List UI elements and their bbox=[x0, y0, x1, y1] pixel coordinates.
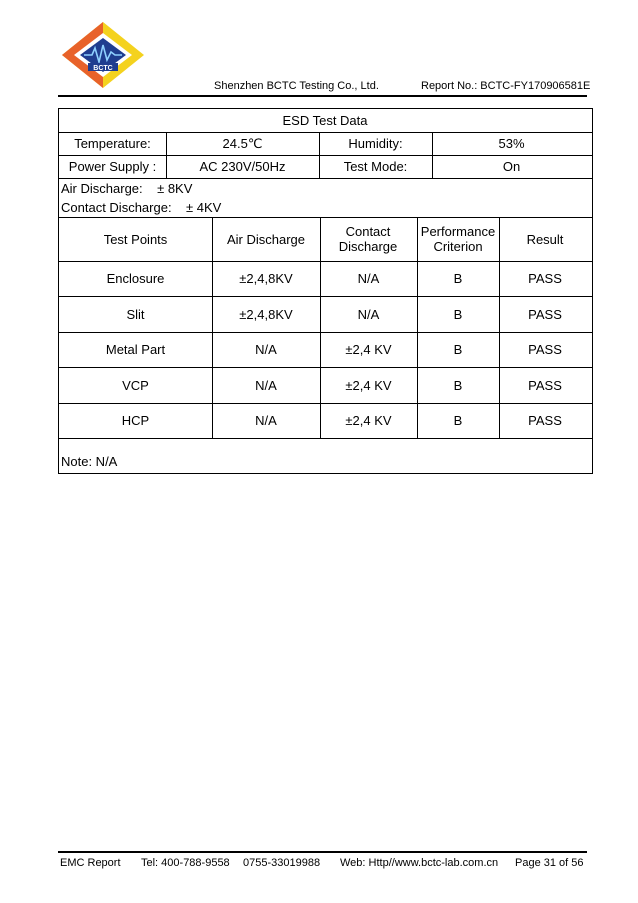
test-mode-value: On bbox=[502, 159, 521, 174]
column-header: Contact Discharge bbox=[338, 224, 398, 254]
power-supply-label: Power Supply : bbox=[68, 159, 157, 174]
footer-report-label: EMC Report bbox=[60, 857, 121, 869]
footer-tel-2: 0755-33019988 bbox=[243, 857, 321, 869]
air-discharge-level: Air Discharge: ± 8KV bbox=[61, 181, 193, 196]
temperature-value: 24.5℃ bbox=[222, 136, 263, 151]
report-number: Report No.: BCTC-FY170906581E bbox=[421, 80, 591, 92]
result-cell: PASS bbox=[528, 342, 562, 357]
contact-discharge-cell: ±2,4 KV bbox=[345, 377, 392, 393]
esd-test-table bbox=[58, 108, 593, 474]
contact-discharge-level: Contact Discharge: ± 4KV bbox=[61, 200, 222, 215]
criterion-cell: B bbox=[453, 413, 463, 428]
contact-discharge-cell: ±2,4 KV bbox=[345, 413, 392, 428]
power-supply-value: AC 230V/50Hz bbox=[199, 159, 286, 174]
bctc-logo bbox=[58, 20, 148, 90]
air-discharge-cell: ±2,4,8KV bbox=[239, 271, 293, 286]
logo-text: BCTC bbox=[93, 65, 113, 72]
test-point-cell: HCP bbox=[121, 413, 150, 428]
result-cell: PASS bbox=[528, 377, 562, 393]
air-discharge-cell: N/A bbox=[255, 377, 277, 393]
criterion-cell: B bbox=[453, 377, 463, 393]
result-cell: PASS bbox=[528, 413, 562, 428]
test-point-cell: Slit bbox=[126, 306, 145, 322]
header-divider bbox=[58, 95, 587, 97]
company-name: Shenzhen BCTC Testing Co., Ltd. bbox=[214, 80, 379, 92]
criterion-cell: B bbox=[453, 342, 463, 357]
column-header: Performance Criterion bbox=[420, 224, 496, 254]
test-point-cell: Enclosure bbox=[106, 271, 165, 286]
footer-website: Web: Http//www.bctc-lab.com.cn bbox=[340, 857, 499, 869]
contact-discharge-cell: N/A bbox=[357, 271, 380, 286]
contact-discharge-cell: ±2,4 KV bbox=[345, 342, 392, 357]
air-discharge-cell: ±2,4,8KV bbox=[239, 306, 293, 322]
footer-tel: Tel: 400-788-9558 bbox=[141, 857, 230, 869]
table-title: ESD Test Data bbox=[282, 113, 368, 128]
air-discharge-cell: N/A bbox=[255, 342, 277, 357]
test-point-cell: VCP bbox=[122, 377, 149, 393]
criterion-cell: B bbox=[453, 271, 463, 286]
humidity-value: 53% bbox=[498, 136, 525, 151]
air-discharge-cell: N/A bbox=[255, 413, 277, 428]
contact-discharge-cell: N/A bbox=[357, 306, 380, 322]
column-header: Result bbox=[526, 231, 564, 247]
test-mode-label: Test Mode: bbox=[343, 159, 408, 174]
column-header: Test Points bbox=[103, 231, 168, 247]
column-header: Air Discharge bbox=[226, 231, 306, 247]
criterion-cell: B bbox=[453, 306, 463, 322]
footer-divider bbox=[58, 851, 587, 853]
result-cell: PASS bbox=[528, 306, 562, 322]
temperature-label: Temperature: bbox=[74, 136, 151, 151]
footer-page-number: Page 31 of 56 bbox=[515, 857, 584, 869]
humidity-label: Humidity: bbox=[348, 136, 403, 151]
result-cell: PASS bbox=[528, 271, 562, 286]
table-note: Note: N/A bbox=[61, 454, 118, 469]
test-point-cell: Metal Part bbox=[105, 342, 166, 357]
